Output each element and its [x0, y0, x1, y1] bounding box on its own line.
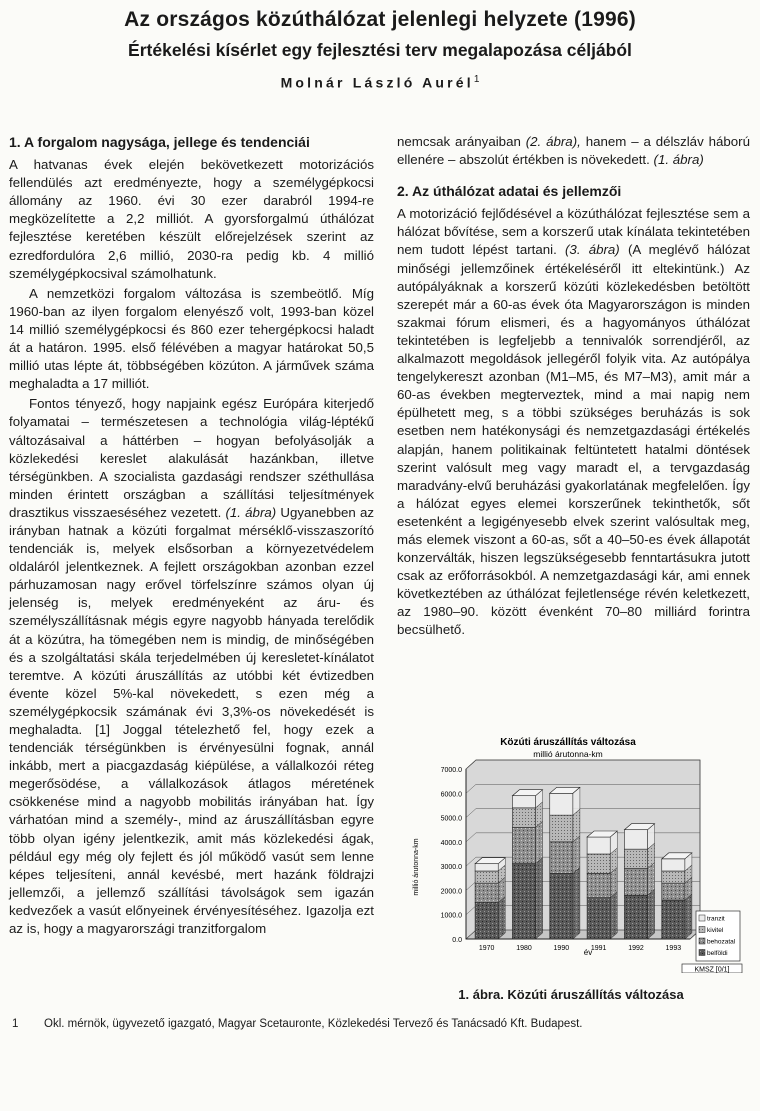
- bar-segment-kivitel: [550, 815, 573, 842]
- author-footnote-marker: 1: [473, 74, 480, 85]
- chart-x-tick-label: 1990: [553, 945, 570, 952]
- continued-text-b: hanem – a délszláv háború ellenére – abszolút értékben is növekedett.: [397, 134, 750, 168]
- legend-swatch-behozatal: [699, 938, 705, 944]
- chart-x-tick-label: 1970: [478, 945, 495, 952]
- bar-segment-belföldi: [624, 895, 647, 939]
- section-2-heading: 2. Az úthálózat adatai és jellemzői: [397, 183, 622, 200]
- bar-side-behozatal: [536, 821, 543, 863]
- bar-segment-belföldi: [512, 864, 535, 939]
- chart-svg: [398, 733, 744, 973]
- chart-legend: [696, 911, 740, 961]
- bar-segment-behozatal: [512, 827, 535, 863]
- bar-segment-kivitel: [662, 871, 685, 883]
- section-2-paragraph: [397, 205, 750, 639]
- legend-swatch-tranzit: [699, 915, 705, 921]
- section-1-paragraph-3: [9, 395, 374, 938]
- chart-y-tick-label: 1000.0: [440, 912, 462, 920]
- chart-x-tick-label: 1980: [516, 945, 532, 952]
- bar-segment-behozatal: [550, 842, 573, 874]
- bar-segment-tranzit: [512, 796, 535, 808]
- chart-y-tick-label: 4000.0: [440, 839, 462, 847]
- legend-label-belföldi: belföldi: [707, 950, 728, 957]
- chart-y-axis-label: millió árutonna-km: [413, 838, 420, 896]
- author-line: [0, 74, 760, 91]
- chart-y-tick-label: 6000.0: [440, 791, 462, 799]
- continued-text-a: nemcsak arányaiban: [397, 134, 521, 149]
- article-title: Az országos közúthálózat jelenlegi helyzete (1996): [124, 8, 636, 31]
- bar-segment-tranzit: [550, 793, 573, 815]
- figure-reference: (2. ábra),: [525, 134, 581, 149]
- chart-y-tick-label: 5000.0: [440, 815, 462, 823]
- figure-reference: (1. ábra): [225, 504, 277, 520]
- chart-y-tick-label: 7000.0: [440, 767, 462, 774]
- figure-1-chart: [398, 733, 744, 973]
- bar-segment-behozatal: [662, 883, 685, 900]
- legend-label-tranzit: tranzit: [707, 915, 725, 923]
- bar-side-belföldi: [498, 897, 505, 939]
- bar-segment-tranzit: [624, 830, 647, 849]
- right-column: [397, 133, 750, 640]
- continued-paragraph: [397, 133, 750, 169]
- bar-segment-behozatal: [624, 869, 647, 896]
- bar-segment-behozatal: [587, 873, 610, 897]
- section-2-text-a: A motorizáció fejlődésével a közúthálózat fejlesztése sem a hálózat bővítése, sem a korszerű utak kínálata tekintetében nem tudott lépést tartani.: [397, 206, 750, 258]
- chart-subtitle: millió árutonna-km: [533, 749, 603, 759]
- bar-segment-kivitel: [512, 808, 535, 827]
- bar-segment-belföldi: [550, 873, 573, 939]
- bar-segment-belföldi: [475, 903, 498, 939]
- paragraph-3-text: Fontos tényező, hogy napjaink egész Európára kiterjedő folyamatai – természetesen a technológia világ-léptékű változásaival a háttérben – hogyan befolyásolják a közlekedési kereslet alakulását hazánkban, illetve térségünkben. A szocialista gazdasági rendszer széthullása minden érintett országban a szállítási teljesítmények drasztikus visszaeséséhez vezetett.: [9, 396, 374, 520]
- article-subtitle: Értékelési kísérlet egy fejlesztési terv megalapozása céljából: [128, 40, 632, 60]
- bar-side-belföldi: [610, 892, 617, 939]
- author-name: Molnár László Aurél: [280, 74, 474, 91]
- bar-segment-tranzit: [475, 864, 498, 871]
- bar-segment-belföldi: [587, 898, 610, 939]
- bar-side-belföldi: [685, 894, 692, 939]
- chart-y-tick-label: 2000.0: [440, 888, 462, 896]
- bar-side-belföldi: [648, 889, 655, 939]
- bar-segment-belföldi: [662, 900, 685, 939]
- section-1-paragraph-1: A hatvanas évek elején bekövetkezett motorizációs fellendülés azt eredményezte, hogy a személygépkocsi állomány az 1960. évi 30 ezer darabról 1994-re megközelítette a 2,2 milliót. A gyorsforgalmú úthálózat fejlesztése keretében készült előrejelzések szerint az ezredfordulóra 2,6 millió, 2030-ra pedig kb. 4 millió személygépkocsival számolhatunk.: [9, 157, 374, 281]
- left-column: [9, 133, 374, 938]
- chart-y-tick-label: 0.0: [452, 937, 462, 944]
- bar-segment-kivitel: [475, 871, 498, 883]
- section-2-text-b: (A meglévő hálózat minőségi jellemzőinek értékeléséről itt eltekintünk.) Az autópályáknak a korszerű közúti közlekedésben betöltött szerepét már a 60-as évek óta Magyarországon is minden szakmai fórum elismeri, és a hagyományos úthálózat tekintetében is legfeljebb a tennivalók sorrendjéről, az alkalmazott megoldások jellegéről folyik vita. Az autópálya tengelykereszt azonban (M1–M5, és M7–M3), amit már a 60-as években megterveztek, mind a mai napig nem épülhetett meg, s a többi szükséges beruházás is sok esetben nem hatékonysági és nemzetgazdasági értékelés alapján, hanem politikainak feltüntetett hatalmi döntések szerint valósult meg vagy maradt el, a tervgazdaság maradvány-elvű beruházási gyakorlatának megfelelően. Így a hálózat egyes elemei korszerűnek tekinthetők, sőt esetenként a legigényesebb elvek szerint valósultak meg, más elemek viszont a 60-as, sőt a 40–50-es évek állapotát konzerválták, hiszen legszükségesebb fenntartásukra jutott csak az erőforrásokból. A nemzetgazdasági kár, ami ennek következtében az úthálózat fejletlensége révén keletkezett, az 1980–90. között évenként 70–80 milliárd forintra becsülhető.: [397, 242, 750, 638]
- footnote-number: 1: [12, 1018, 19, 1030]
- bar-side-belföldi: [536, 858, 543, 939]
- bar-side-behozatal: [573, 836, 580, 874]
- figure-caption: 1. ábra. Közúti áruszállítás változása: [458, 987, 684, 1002]
- legend-swatch-kivitel: [699, 927, 705, 933]
- legend-label-kivitel: kivitel: [707, 927, 724, 934]
- bar-segment-behozatal: [475, 883, 498, 902]
- bar-segment-kivitel: [624, 849, 647, 868]
- figure-stamp: KMSZ [0/1]: [694, 966, 730, 973]
- bar-side-belföldi: [573, 867, 580, 939]
- chart-x-tick-label: 1993: [665, 945, 682, 952]
- figure-reference: (1. ábra): [653, 152, 704, 168]
- bar-segment-tranzit: [587, 837, 610, 854]
- section-1-heading: 1. A forgalom nagysága, jellege és tendenciái: [9, 134, 310, 150]
- footnote-text: Okl. mérnök, ügyvezető igazgató, Magyar Scetauronte, Közlekedési Tervező és Tanácsadó Kft. Budapest.: [44, 1018, 583, 1030]
- chart-x-tick-label: 1992: [628, 945, 644, 952]
- chart-title: Közúti áruszállítás változása: [500, 737, 636, 748]
- legend-label-behozatal: behozatal: [707, 938, 736, 946]
- legend-swatch-belföldi: [699, 950, 705, 956]
- chart-x-tick-label: 1991: [590, 945, 607, 952]
- footnote: [12, 1018, 752, 1030]
- figure-reference: (3. ábra): [565, 242, 620, 258]
- section-1-paragraph-2: A nemzetközi forgalom változása is szembeötlő. Míg 1960-ban az ilyen forgalom elenyésző volt, 1993-ban közel 14 millió személygépkocsi és 860 ezer tehergépkocsi haladt át a határon. 1995. első félévében a magyar határokat 50,5 millió utas lépte át, többségében közúton. A járművek száma meghaladta a 17 milliót.: [9, 285, 374, 392]
- chart-x-axis-label: év: [583, 948, 593, 957]
- bar-segment-kivitel: [587, 854, 610, 873]
- bar-segment-tranzit: [662, 859, 685, 871]
- chart-y-tick-label: 3000.0: [440, 864, 462, 872]
- paragraph-3-continuation: Ugyanebben az irányban hatnak a közúti forgalmat mérséklő-visszaszorító tendenciák is, melyek elsősorban a környezetvédelem oldaláról jelentkeznek. A fejlett országokban azonban ezzel párhuzamosan nagy erővel törfelszínre számos olyan új jelenség is, melyek eredményeként az áru- és személyszállításnak mégis egyre nagyobb hányada terelődik át a közútra, ha tömegében nem is mindig, de minőségében és a szolgáltatási skála terjedelmében új keresletet-kínálatot teremtve. A közúti áruszállítás az utóbbi két évtizedben évente közel 5%-kal növekedett, s ezen még a személygépkocsik számának évi 3,3%-os növekedését is meghaladta. [1] Joggal tételezhető fel, hogy ezek a tendenciák térségünkben is érvényesülni fognak, annál inkább, mert a piacgazdaság kiépülése, a vállalkozói réteg megerősödése, a vállalkozások átlagos méretének csökkenése mind a nagyobb mobilitás irányában hat. Így várhatóan mind a személy-, mind az áruszállításban egyre több olyan igény jelentkezik, amit más közlekedési ágak, például egy még oly fejlett és jól működő vasút sem lenne képes teljesíteni, annál kevésbé, mert hazánk földrajzi jellemzői, a jellemző szállítási távolságok sem igazán kedvezőek a vasút előnyeinek érvényesítéséhez. Igazolja ezt az is, hogy a magyarországi tranzitforgalom: [9, 504, 375, 937]
